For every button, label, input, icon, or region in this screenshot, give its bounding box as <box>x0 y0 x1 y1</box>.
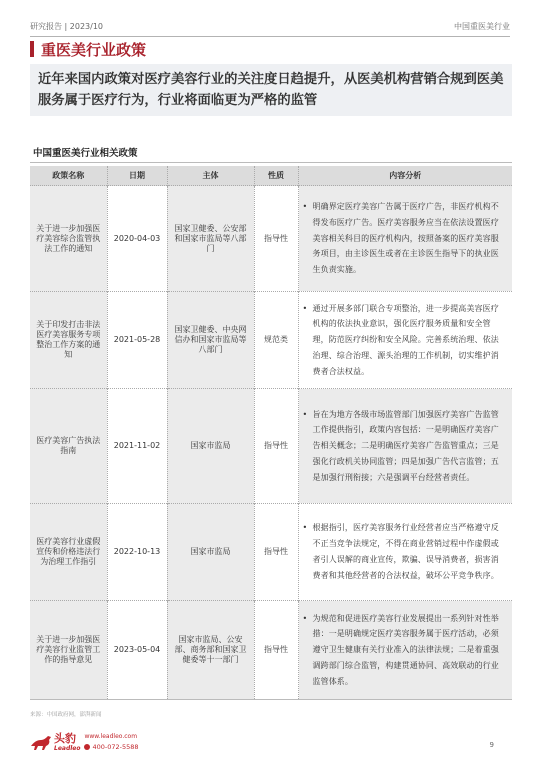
table-row <box>30 389 512 504</box>
phone-icon <box>84 744 90 750</box>
header-subject: 主体 <box>167 166 254 186</box>
logo-chinese-name: 头豹 <box>54 731 76 745</box>
bullet-icon: • <box>302 202 308 211</box>
content-cell <box>298 186 512 292</box>
summary-box: 近年来国内政策对医疗美容行业的关注度日趋提升，从医美机构营销合规到医美服务属于医疗行为，行业将面临更为严格的监管 <box>30 64 512 116</box>
header-content: 内容分析 <box>298 166 512 186</box>
nature-cell: 指导性 <box>254 186 298 292</box>
header-divider <box>30 36 510 37</box>
subject-cell: 国家卫健委、公安部和国家市监局等八部门 <box>167 186 254 292</box>
date-cell: 2021-05-28 <box>107 292 167 389</box>
date-cell: 2023-05-04 <box>107 601 167 700</box>
subject-cell: 国家市监局 <box>167 504 254 601</box>
table-title: 中国重医美行业相关政策 <box>33 148 138 159</box>
table-header-row <box>30 166 512 186</box>
content-cell <box>298 601 512 700</box>
policy-name-cell: 关于印发打击非法医疗美容服务专项整治工作方案的通知 <box>30 292 107 389</box>
contact-info <box>84 732 138 752</box>
policy-name-cell: 医疗美容广告执法指南 <box>30 389 107 504</box>
policy-table <box>30 166 512 699</box>
subject-cell: 国家市监局 <box>167 389 254 504</box>
policy-name-cell: 关于进一步加强医疗美容综合监管执法工作的通知 <box>30 186 107 292</box>
nature-cell: 指导性 <box>254 504 298 601</box>
content-text: 旨在为地方各级市场监管部门加强医疗美容广告监管工作提供指引，政策内容包括：一是明确医疗美容广告相关概念；二是明确医疗美容广告监管重点；三是强化行政机关协同监管；四是加强广告代言监管；五是加强行刑衔接；六是强调平台经营者责任。 <box>312 409 499 482</box>
phone-text: 400-072-5588 <box>92 743 139 751</box>
policy-name-cell: 关于进一步加强医疗美容行业监管工作的指导意见 <box>30 601 107 700</box>
section-heading <box>30 40 146 58</box>
table-title-divider <box>30 162 512 163</box>
content-text: 通过开展多部门联合专项整治，进一步提高美容医疗机构的依法执业意识，强化医疗服务质量和安全管理，防范医疗纠纷和安全风险。完善系统治理、依法治理、综合治理、源头治理的工作机制，切实维护消费者合法权益。 <box>312 303 499 376</box>
bullet-icon: • <box>302 523 308 533</box>
table-row <box>30 601 512 700</box>
subject-cell: 国家卫健委、中央网信办和国家市监局等八部门 <box>167 292 254 389</box>
bullet-icon: • <box>302 409 308 419</box>
table-row <box>30 292 512 389</box>
report-header-label: 研究报告 | 2023/10 <box>30 22 104 31</box>
section-title: 重医美行业政策 <box>41 40 147 59</box>
leopard-icon <box>30 733 52 751</box>
bullet-icon: • <box>302 613 308 623</box>
content-cell <box>298 504 512 601</box>
leadleo-logo <box>30 729 139 755</box>
content-cell <box>298 292 512 389</box>
footer-divider <box>30 699 512 700</box>
policy-name-cell: 医疗美容行业虚假宣传和价格违法行为治理工作指引 <box>30 504 107 601</box>
nature-cell: 规范类 <box>254 292 298 389</box>
header-date: 日期 <box>107 166 167 186</box>
nature-cell: 指导性 <box>254 389 298 504</box>
header-policy-name: 政策名称 <box>30 166 107 186</box>
content-text: 为规范和促进医疗美容行业发展提出一系列针对性举措：一是明确规定医疗美容服务属于医疗活动，必须遵守卫生健康有关行业准入的法律法规；二是着重强调跨部门综合监管，构建贯通协同、高效联动的行业监管体系。 <box>312 613 499 686</box>
date-cell: 2021-11-02 <box>107 389 167 504</box>
content-text: 明确界定医疗美容广告属于医疗广告，非医疗机构不得发布医疗广告。医疗美容服务应当在依法设置医疗美容相关科目的医疗机构内，按照备案的医疗美容服务项目，由主诊医生或者在主诊医生指导下的执业医生负责实施。 <box>312 202 499 275</box>
title-accent-bar <box>30 41 34 57</box>
source-note: 来源：中国政府网，澎湃新闻 <box>30 712 102 718</box>
table-row <box>30 186 512 292</box>
page-number: 9 <box>489 741 494 749</box>
date-cell: 2020-04-03 <box>107 186 167 292</box>
logo-english-name: Leadleo <box>54 744 81 752</box>
content-cell <box>298 389 512 504</box>
industry-header-label: 中国重医美行业 <box>454 22 510 31</box>
subject-cell: 国家市监局、公安部、商务部和国家卫健委等十一部门 <box>167 601 254 700</box>
logo-wordmark <box>54 733 80 752</box>
content-text: 根据指引，医疗美容服务行业经营者应当严格遵守反不正当竞争法规定，不得在商业营销过程中作虚假或者引人误解的商业宣传，欺骗、误导消费者，损害消费者和其他经营者的合法权益，破坏公平竞争秩序。 <box>312 523 499 580</box>
website-link[interactable]: www.leadleo.com <box>84 733 138 740</box>
nature-cell: 指导性 <box>254 601 298 700</box>
date-cell: 2022-10-13 <box>107 504 167 601</box>
phone-number <box>84 742 138 752</box>
table-row <box>30 504 512 601</box>
header-nature: 性质 <box>254 166 298 186</box>
bullet-icon: • <box>302 303 308 313</box>
